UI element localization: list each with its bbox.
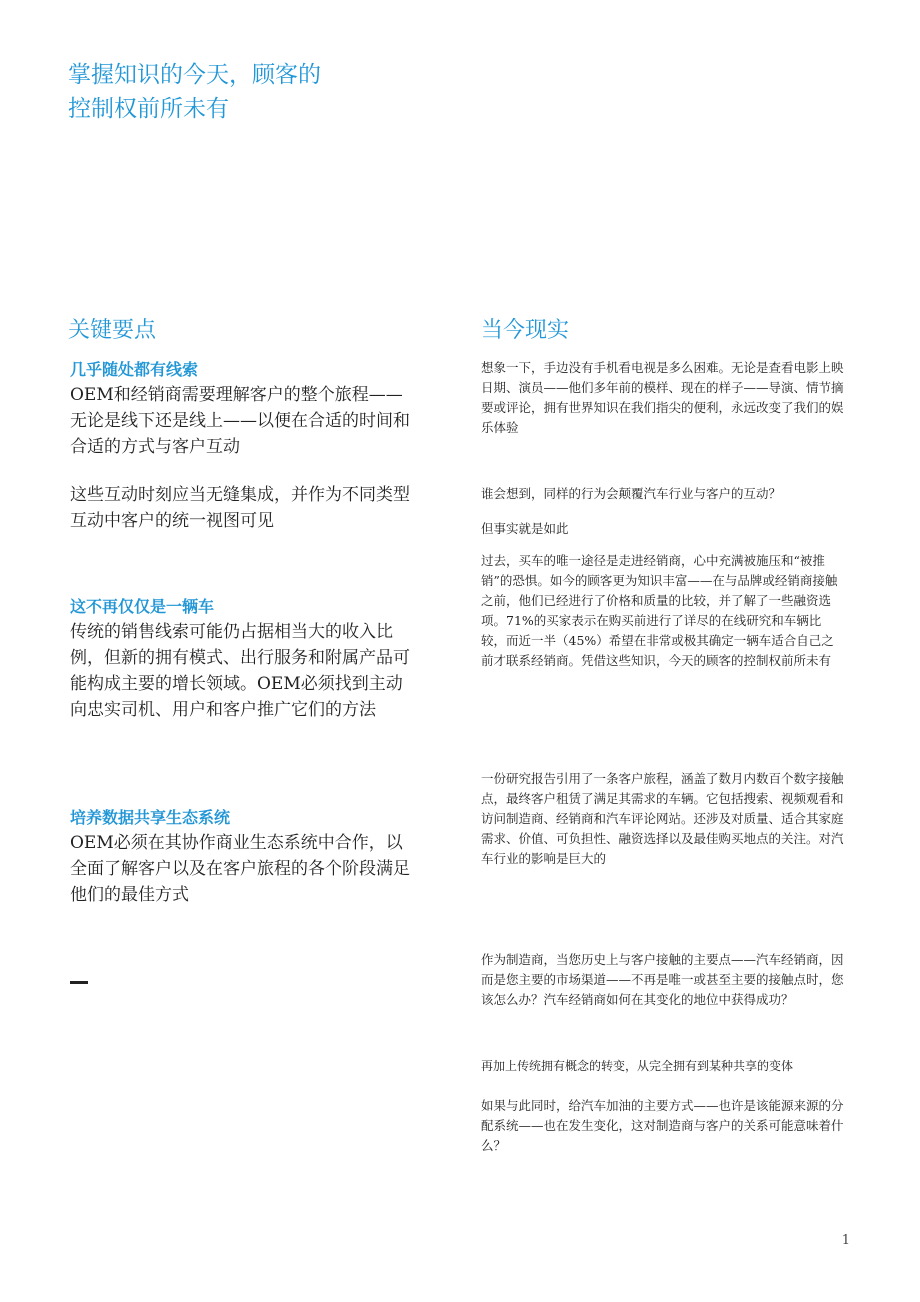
section-1-paragraph-2: 这些互动时刻应当无缝集成，并作为不同类型互动中客户的统一视图可见 — [70, 485, 410, 531]
section-3-title: 培养数据共享生态系统 — [70, 808, 231, 827]
page-title — [68, 58, 428, 126]
section-3-paragraph-1: OEM必须在其协作商业生态系统中合作，以全面了解客户以及在客户旅程的各个阶段满足他们的最佳方式 — [70, 833, 410, 905]
reality-paragraph-3: 但事实就是如此 — [481, 521, 569, 536]
reality-paragraph-7: 再加上传统拥有概念的转变，从完全拥有到某种共享的变体 — [481, 1059, 794, 1073]
reality-paragraph-4: 过去，买车的唯一途径是走进经销商，心中充满被施压和“被推销”的恐惧。如今的顾客更为知识丰富——在与品牌或经销商接触之前，他们已经进行了价格和质量的比较，并了解了一些融资选项。71%的买家表示在购买前进行了详尽的在线研究和车辆比较，而近一半（45%）希望在非常或极其确定一辆车适合自己之前才联系经销商。凭借这些知识，今天的顾客的控制权前所未有 — [481, 553, 838, 668]
section-2-title: 这不再仅仅是一辆车 — [70, 597, 215, 616]
page-title-line-2: 控制权前所未有 — [68, 96, 229, 122]
reality-paragraph-2: 谁会想到，同样的行为会颠覆汽车行业与客户的互动？ — [481, 486, 782, 501]
page-number: 1 — [841, 1233, 850, 1248]
section-1-paragraph-1: OEM和经销商需要理解客户的整个旅程——无论是线下还是线上——以便在合适的时间和合适的方式与客户互动 — [70, 385, 410, 457]
reality-paragraph-5: 一份研究报告引用了一条客户旅程，涵盖了数月内数百个数字接触点，最终客户租赁了满足其需求的车辆。它包括搜索、视频观看和访问制造商、经销商和汽车评论网站。还涉及对质量、适合其家庭需求、价值、可负担性、融资选择以及最佳购买地点的关注。对汽车行业的影响是巨大的 — [481, 771, 844, 866]
divider-dash — [70, 981, 88, 984]
section-2-paragraph-1: 传统的销售线索可能仍占据相当大的收入比例，但新的拥有模式、出行服务和附属产品可能构成主要的增长领域。OEM必须找到主动向忠实司机、用户和客户推广它们的方法 — [70, 622, 410, 720]
reality-paragraph-6: 作为制造商，当您历史上与客户接触的主要点——汽车经销商，因而是您主要的市场渠道——不再是唯一或甚至主要的接触点时，您该怎么办？汽车经销商如何在其变化的地位中获得成功？ — [481, 952, 844, 1007]
section-1-title: 几乎随处都有线索 — [70, 360, 199, 379]
reality-paragraph-8: 如果与此同时，给汽车加油的主要方式——也许是该能源来源的分配系统——也在发生变化，这对制造商与客户的关系可能意味着什么？ — [481, 1098, 844, 1153]
page-title-line-1: 掌握知识的今天，顾客的 — [68, 62, 321, 88]
reality-paragraph-1: 想象一下，手边没有手机看电视是多么困难。无论是查看电影上映日期、演员——他们多年前的模样、现在的样子——导演、情节摘要或评论，拥有世界知识在我们指尖的便利，永远改变了我们的娱乐体验 — [481, 360, 844, 435]
key-points-heading: 关键要点 — [68, 318, 157, 343]
reality-heading: 当今现实 — [481, 318, 570, 343]
